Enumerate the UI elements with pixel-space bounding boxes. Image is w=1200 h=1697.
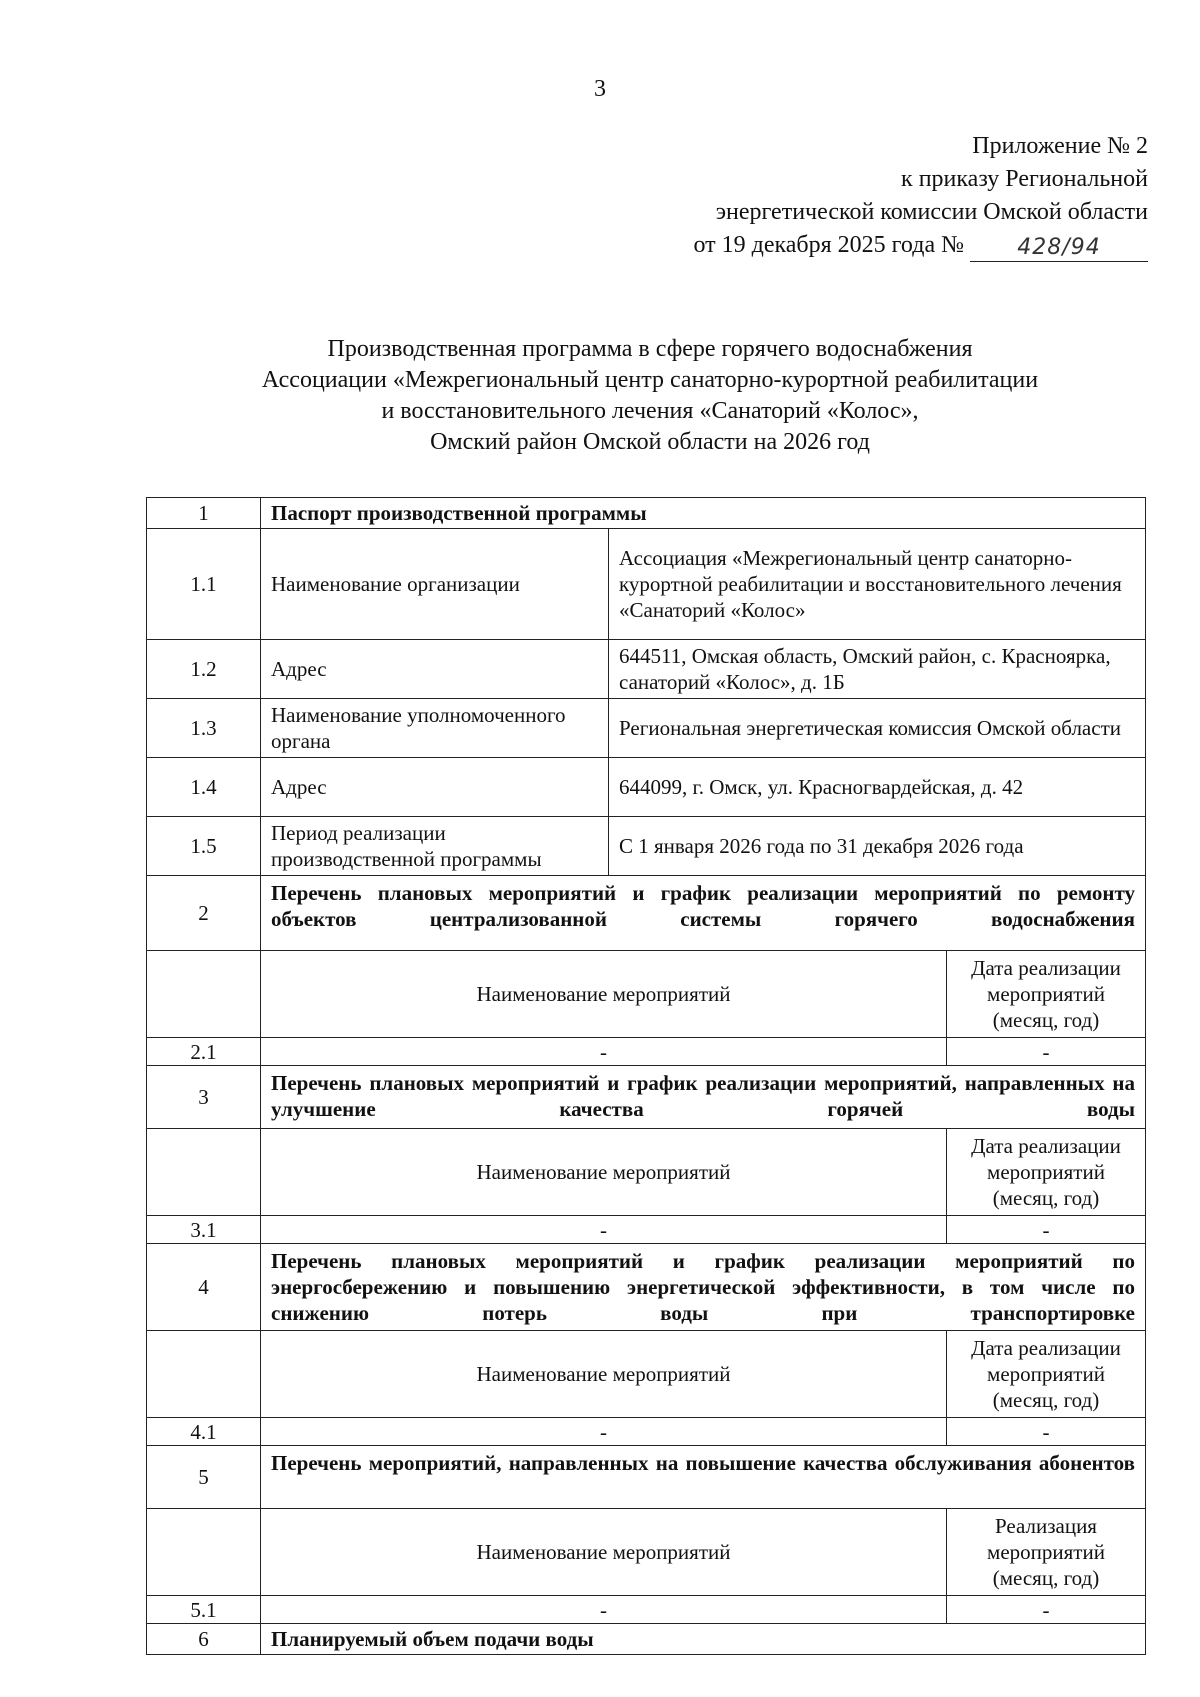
section-number: 3 bbox=[147, 1066, 261, 1128]
activity-value: - bbox=[261, 1216, 947, 1243]
section-number: 5 bbox=[147, 1446, 261, 1508]
title-line-1: Производственная программа в сфере горячего водоснабжения bbox=[327, 336, 973, 362]
activity-header-row bbox=[146, 1509, 1146, 1596]
appendix-line-2: к приказу Региональной bbox=[901, 166, 1148, 192]
section-row-2 bbox=[146, 876, 1146, 951]
title-line-3: и восстановительного лечения «Санаторий «Колос», bbox=[381, 398, 919, 424]
row-value: 644099, г. Омск, ул. Красногвардейская, д. 42 bbox=[619, 775, 1024, 799]
section-row-4 bbox=[146, 1244, 1146, 1331]
section-row-1 bbox=[146, 497, 1146, 529]
table-row-4-1 bbox=[146, 1418, 1146, 1446]
row-name: Наименование уполномоченного органа bbox=[261, 699, 609, 757]
date-column-header: Дата реализации мероприятий (месяц, год) bbox=[971, 1134, 1121, 1210]
title-line-2: Ассоциации «Межрегиональный центр санаторно-курортной реабилитации bbox=[261, 367, 1039, 393]
document-title bbox=[130, 334, 1170, 458]
order-number-handwritten: 428/94 bbox=[970, 235, 1148, 262]
section-title: Перечень плановых мероприятий и график реализации мероприятий по ремонту объектов централизованной системы горячего водоснабжения bbox=[271, 881, 1135, 931]
appendix-line-1: Приложение № 2 bbox=[972, 133, 1148, 159]
date-value: - bbox=[1042, 1597, 1050, 1622]
section-number: 2 bbox=[147, 876, 261, 950]
table-row-3-1 bbox=[146, 1216, 1146, 1244]
activity-header-row bbox=[146, 1129, 1146, 1216]
row-name: Наименование организации bbox=[261, 529, 609, 639]
row-number: 1.3 bbox=[147, 699, 261, 757]
row-number bbox=[147, 951, 261, 1037]
date-value: - bbox=[1042, 1217, 1050, 1242]
section-number: 4 bbox=[147, 1244, 261, 1330]
row-number: 5.1 bbox=[147, 1596, 261, 1623]
row-number: 3.1 bbox=[147, 1216, 261, 1243]
activity-column-header: Наименование мероприятий bbox=[261, 1331, 947, 1417]
date-value: - bbox=[1042, 1419, 1050, 1444]
program-table bbox=[146, 497, 1146, 1655]
title-line-4: Омский район Омской области на 2026 год bbox=[430, 429, 870, 455]
appendix-line-3: энергетической комиссии Омской области bbox=[715, 199, 1148, 225]
row-number bbox=[147, 1331, 261, 1417]
row-number: 1.1 bbox=[147, 529, 261, 639]
section-title: Перечень плановых мероприятий и график реализации мероприятий, направленных на улучшение качества горячей воды bbox=[271, 1071, 1135, 1121]
section-title: Перечень плановых мероприятий и график реализации мероприятий по энергосбережению и повышению энергетической эффективности, в том числе по снижению потерь воды при транспортировке bbox=[271, 1249, 1135, 1325]
table-row-1-4 bbox=[146, 758, 1146, 817]
date-value: - bbox=[1042, 1039, 1050, 1064]
table-row-1-5 bbox=[146, 817, 1146, 876]
section-number: 6 bbox=[147, 1624, 261, 1654]
table-row-1-1 bbox=[146, 529, 1146, 640]
row-name: Период реализации производственной программы bbox=[261, 817, 609, 875]
row-value: Ассоциация «Межрегиональный центр санаторно-курортной реабилитации и восстановительного лечения «Санаторий «Колос» bbox=[619, 546, 1122, 622]
table-row-2-1 bbox=[146, 1038, 1146, 1066]
section-title: Перечень мероприятий, направленных на повышение качества обслуживания абонентов bbox=[271, 1451, 1135, 1475]
page-number: 3 bbox=[594, 76, 606, 102]
row-value: Региональная энергетическая комиссия Омской области bbox=[619, 716, 1121, 740]
row-value: 644511, Омская область, Омский район, с. Красноярка, санаторий «Колос», д. 1Б bbox=[619, 644, 1111, 694]
row-number: 1.4 bbox=[147, 758, 261, 816]
row-number bbox=[147, 1509, 261, 1595]
table-row-1-3 bbox=[146, 699, 1146, 758]
row-number: 1.5 bbox=[147, 817, 261, 875]
row-value: С 1 января 2026 года по 31 декабря 2026 года bbox=[619, 834, 1024, 858]
table-row-5-1 bbox=[146, 1596, 1146, 1624]
row-number bbox=[147, 1129, 261, 1215]
section-row-5 bbox=[146, 1446, 1146, 1509]
row-name: Адрес bbox=[261, 758, 609, 816]
appendix-header bbox=[693, 130, 1148, 262]
activity-header-row bbox=[146, 1331, 1146, 1418]
activity-column-header: Наименование мероприятий bbox=[261, 951, 947, 1037]
activity-column-header: Наименование мероприятий bbox=[261, 1129, 947, 1215]
row-number: 1.2 bbox=[147, 640, 261, 698]
row-name: Адрес bbox=[261, 640, 609, 698]
date-column-header: Реализация мероприятий (месяц, год) bbox=[987, 1514, 1105, 1590]
order-date-prefix: от 19 декабря 2025 года № bbox=[693, 232, 964, 258]
section-title: Паспорт производственной программы bbox=[271, 501, 647, 525]
section-number: 1 bbox=[147, 498, 261, 528]
date-column-header: Дата реализации мероприятий (месяц, год) bbox=[971, 956, 1121, 1032]
order-date-line bbox=[693, 229, 1148, 262]
section-title: Планируемый объем подачи воды bbox=[271, 1627, 594, 1651]
section-row-3 bbox=[146, 1066, 1146, 1129]
activity-value: - bbox=[261, 1418, 947, 1445]
row-number: 4.1 bbox=[147, 1418, 261, 1445]
activity-value: - bbox=[261, 1596, 947, 1623]
date-column-header: Дата реализации мероприятий (месяц, год) bbox=[971, 1336, 1121, 1412]
activity-value: - bbox=[261, 1038, 947, 1065]
section-row-6 bbox=[146, 1624, 1146, 1655]
row-number: 2.1 bbox=[147, 1038, 261, 1065]
table-row-1-2 bbox=[146, 640, 1146, 699]
activity-header-row bbox=[146, 951, 1146, 1038]
activity-column-header: Наименование мероприятий bbox=[261, 1509, 947, 1595]
